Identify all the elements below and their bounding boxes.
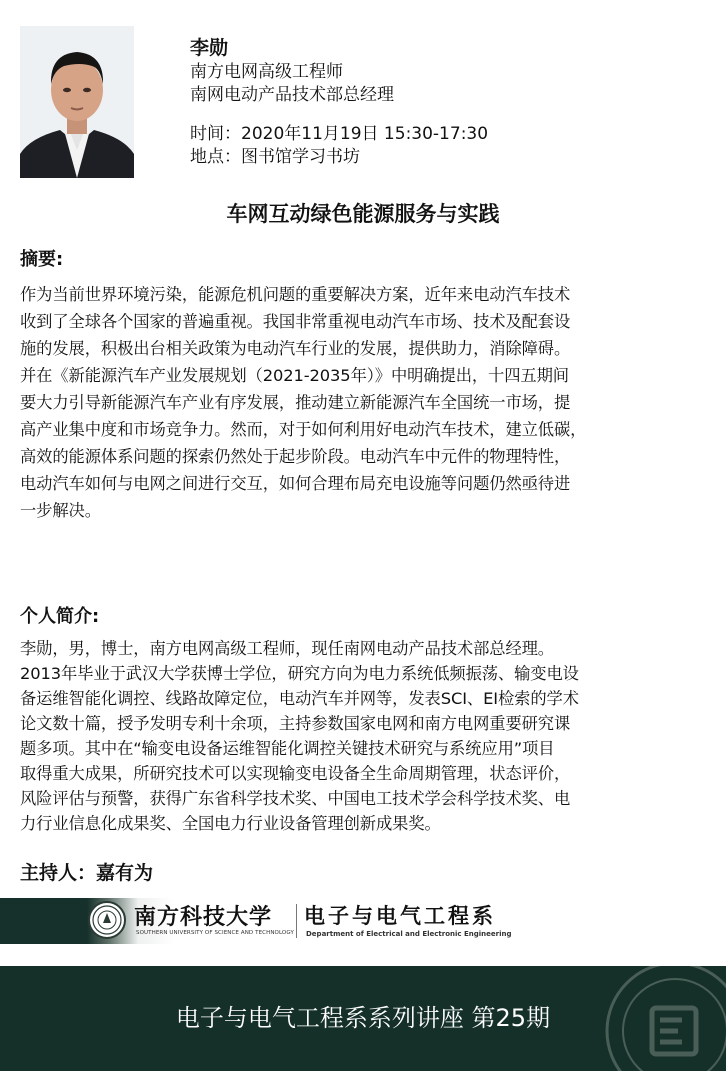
bio-line: 备运维智能化调控、线路故障定位，电动汽车并网等，发表SCI、EI检索的学术 [20, 689, 579, 708]
department-name-cn: 电子与电气工程系 [304, 903, 496, 928]
speaker-title-2: 南网电动产品技术部总经理 [190, 85, 394, 105]
bio-line: 取得重大成果，所研究技术可以实现输变电设备全生命周期管理，状态评价， [20, 764, 571, 783]
speaker-portrait [20, 26, 134, 178]
speaker-photo [20, 26, 134, 178]
speaker-title-1: 南方电网高级工程师 [190, 62, 343, 82]
university-seal-icon [88, 901, 126, 939]
university-name-cn: 南方科技大学 [134, 904, 273, 930]
logo-divider [296, 904, 297, 938]
abstract-line: 电动汽车如何与电网之间进行交互，如何合理布局充电设施等问题仍然亟待进 [20, 474, 571, 493]
abstract-line: 高产业集中度和市场竞争力。然而，对于如何利用好电动汽车技术，建立低碳， [20, 420, 587, 439]
abstract-line: 要大力引导新能源汽车产业有序发展，推动建立新能源汽车全国统一市场，提 [20, 393, 571, 412]
bio-body [20, 636, 712, 836]
logo-bar [0, 898, 726, 944]
university-name-en: SOUTHERN UNIVERSITY OF SCIENCE AND TECHNOLOGY [136, 930, 294, 936]
speaker-info [190, 36, 710, 169]
event-location: 地点：图书馆学习书坊 [190, 147, 360, 167]
department-name-en: Department of Electrical and Electronic Engineering [306, 930, 512, 938]
host: 主持人：嘉有为 [20, 862, 154, 884]
bio-line: 风险评估与预警，获得广东省科学技术奖、中国电工技术学会科学技术奖、电 [20, 789, 571, 808]
speaker-name: 李勋 [190, 37, 229, 59]
bio-heading: 个人简介: [20, 606, 100, 627]
abstract-line: 并在《新能源汽车产业发展规划（2021-2035年）》中明确提出，十四五期间 [20, 366, 569, 385]
bio-line: 李勋，男，博士，南方电网高级工程师，现任南网电动产品技术部总经理。 [20, 639, 554, 658]
talk-title: 车网互动绿色能源服务与实践 [226, 202, 500, 226]
abstract-heading: 摘要: [20, 249, 64, 270]
abstract-line: 作为当前世界环境污染，能源危机问题的重要解决方案，近年来电动汽车技术 [20, 285, 571, 304]
event-time: 时间：2020年11月19日 15:30-17:30 [190, 124, 489, 144]
bio-line: 题多项。其中在“输变电设备运维智能化调控关键技术研究与系统应用”项目 [20, 739, 555, 758]
abstract-line: 施的发展，积极出台相关政策为电动汽车行业的发展，提供助力，消除障碍。 [20, 339, 571, 358]
bio-line: 2013年毕业于武汉大学获博士学位，研究方向为电力系统低频振荡、输变电设 [20, 664, 579, 683]
bio-line: 论文数十篇，授予发明专利十余项，主持参数国家电网和南方电网重要研究课 [20, 714, 571, 733]
abstract-line: 高效的能源体系问题的探索仍然处于起步阶段。电动汽车中元件的物理特性， [20, 447, 571, 466]
abstract-line: 一步解决。 [20, 501, 101, 520]
abstract-body [20, 281, 712, 524]
abstract-line: 收到了全球各个国家的普遍重视。我国非常重视电动汽车市场、技术及配套设 [20, 312, 571, 331]
lecture-series-title: 电子与电气工程系系列讲座 第25期 [175, 1004, 551, 1032]
footer-banner [0, 966, 726, 1071]
bio-line: 力行业信息化成果奖、全国电力行业设备管理创新成果奖。 [20, 814, 441, 833]
